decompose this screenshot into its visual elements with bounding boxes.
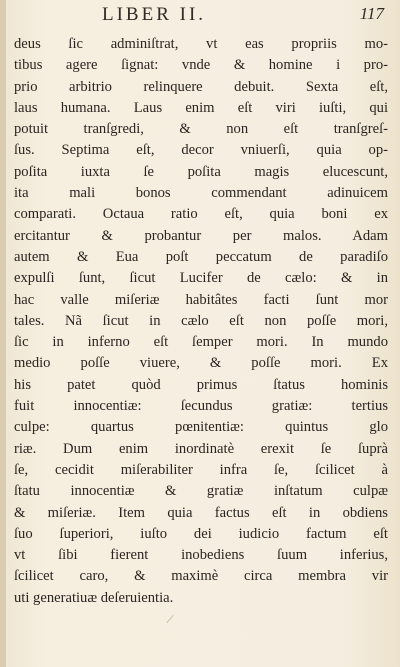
text-line: hac valle miſeriæ habitâtes facti ſunt mor — [14, 291, 388, 308]
text-line: ita mali bonos commendant adinuicem — [14, 185, 388, 202]
page-header — [0, 4, 400, 30]
text-line: ſuo ſuperiori, iuſto dei iudicio factum eſt — [14, 525, 388, 542]
text-line: his patet quòd primus ſtatus hominis — [14, 376, 388, 393]
text-line: potuit tranſgredi, & non eſt tranſgreſ- — [14, 121, 388, 138]
text-line: ſtatu innocentiæ & gratiæ inſtatum culpæ — [14, 483, 388, 500]
text-line: laus humana. Laus enim eſt viri iuſti, qui — [14, 99, 388, 116]
text-line: riæ. Dum enim inordinatè erexit ſe ſuprà — [14, 440, 388, 457]
binding-gutter — [0, 0, 6, 667]
text-line: deus ſic adminiſtrat, vt eas propriis mo- — [14, 36, 388, 52]
text-line: culpe: quartus pœnitentiæ: quintus glo — [14, 419, 388, 436]
text-line: fuit innocentiæ: ſecundus gratiæ: tertius — [14, 398, 388, 415]
paper-blemish — [166, 615, 182, 631]
text-line: autem & Eua poſt peccatum de paradiſo — [14, 248, 388, 265]
text-line: ercitantur & probantur per malos. Adam — [14, 227, 388, 244]
text-line: tales. Nã ſicut in cælo eſt non poſſe mori, — [14, 312, 388, 329]
text-line: comparati. Octaua ratio eſt, quia boni ex — [14, 206, 388, 223]
text-line: uti generatiuæ deſeruientia. — [14, 589, 174, 606]
text-line: & miſeriæ. Item quia factus eſt in obdiens — [14, 504, 388, 521]
text-line: expulſi ſunt, ſicut Lucifer de cælo: & in — [14, 270, 388, 287]
page-number: 117 — [359, 4, 384, 23]
text-line: vt ſibi fierent inobediens ſuum inferius, — [14, 547, 388, 564]
text-line: ſcilicet caro, & maximè circa membra vir — [14, 568, 388, 585]
text-line: ſus. Septima eſt, decor vniuerſi, quia op- — [14, 142, 388, 159]
text-line: ſe, cecidit miſerabiliter infra ſe, ſcilicet à — [14, 461, 388, 478]
text-line: medio poſſe viuere, & poſſe mori. Ex — [14, 355, 388, 372]
text-line: prio arbitrio relinquere debuit. Sexta eſt, — [14, 78, 388, 95]
text-line: poſita iuxta ſe poſita magis elucescunt, — [14, 163, 388, 180]
running-title: LIBER II. — [102, 4, 207, 25]
body-text — [14, 34, 388, 609]
text-line: tibus agere ſignat: vnde & homine i pro- — [14, 57, 388, 74]
text-line: ſic in inferno eſt ſemper mori. In mundo — [14, 334, 388, 351]
